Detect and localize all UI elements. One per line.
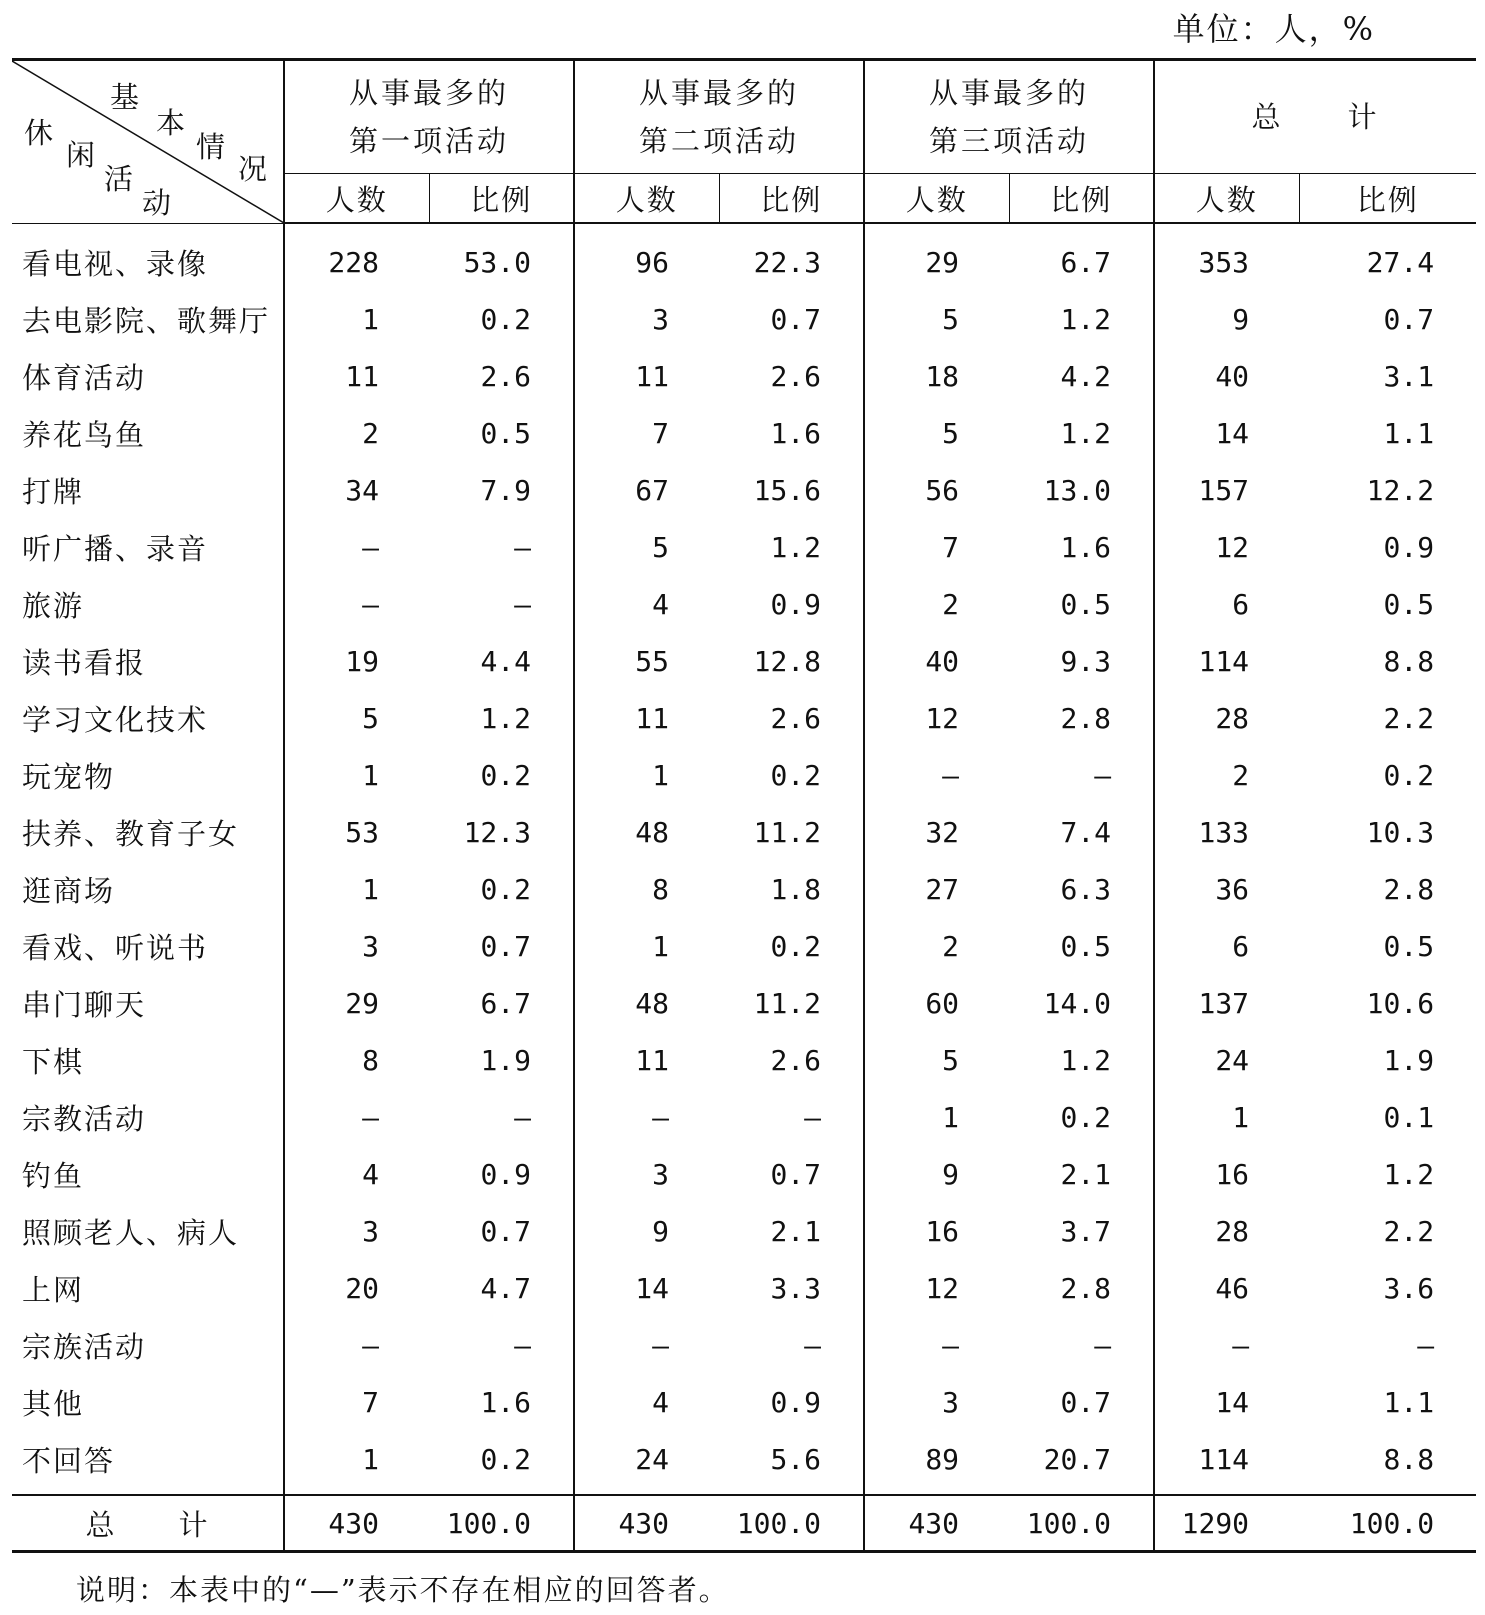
count-cell: 7 <box>284 1374 429 1431</box>
count-cell: 6 <box>1154 576 1299 633</box>
ratio-cell: 0.7 <box>770 303 822 336</box>
row-label: 看戏、听说书 <box>22 931 209 965</box>
count-cell: 27 <box>864 861 1009 918</box>
ratio-cell: — <box>514 1329 532 1362</box>
group-header-2 <box>574 60 864 174</box>
total-cell: 430 <box>284 1495 429 1552</box>
table-row <box>12 747 1476 804</box>
count-cell: 29 <box>284 975 429 1032</box>
count-cell: 28 <box>1154 1203 1299 1260</box>
row-label: 养花鸟鱼 <box>22 418 147 452</box>
count-cell: 133 <box>1154 804 1299 861</box>
ratio-cell: 0.7 <box>770 1158 822 1191</box>
table-row <box>12 405 1476 462</box>
ratio-cell: 7.9 <box>480 474 532 507</box>
count-cell: — <box>574 1317 719 1374</box>
table-row <box>12 1089 1476 1146</box>
ratio-cell: — <box>1417 1329 1435 1362</box>
ratio-cell: 0.9 <box>480 1158 532 1191</box>
group-header-3 <box>864 60 1154 174</box>
count-cell: 5 <box>574 519 719 576</box>
total-row <box>12 1495 1476 1552</box>
ratio-cell: 8.8 <box>1383 1443 1435 1476</box>
table-row <box>12 1260 1476 1317</box>
count-cell: 67 <box>574 462 719 519</box>
ratio-cell: 1.1 <box>1383 1386 1435 1419</box>
count-cell: 3 <box>284 1203 429 1260</box>
diagonal-top-char: 况 <box>238 152 268 186</box>
ratio-cell: 3.3 <box>770 1272 822 1305</box>
ratio-cell: 14.0 <box>1043 987 1112 1020</box>
count-cell: 16 <box>1154 1146 1299 1203</box>
ratio-cell: 12.8 <box>753 645 822 678</box>
subheader-count: 人数 <box>574 174 719 224</box>
row-label: 听广播、录音 <box>22 532 209 566</box>
ratio-cell: 1.2 <box>1060 417 1112 450</box>
ratio-cell: 0.2 <box>770 759 822 792</box>
count-cell: 3 <box>864 1374 1009 1431</box>
table-row <box>12 348 1476 405</box>
ratio-cell: 10.6 <box>1366 987 1435 1020</box>
subheader-ratio: 比例 <box>719 174 864 224</box>
table-row <box>12 1032 1476 1089</box>
ratio-cell: 1.6 <box>1060 531 1112 564</box>
subheader-count: 人数 <box>284 174 429 224</box>
row-label: 下棋 <box>22 1045 85 1079</box>
ratio-cell: 20.7 <box>1043 1443 1112 1476</box>
count-cell: 114 <box>1154 1431 1299 1495</box>
ratio-cell: 6.7 <box>480 987 532 1020</box>
diagonal-bottom-char: 动 <box>142 186 172 220</box>
ratio-cell: 10.3 <box>1366 816 1435 849</box>
row-label: 去电影院、歌舞厅 <box>22 304 271 338</box>
count-cell: 2 <box>864 576 1009 633</box>
count-cell: 55 <box>574 633 719 690</box>
count-cell: 48 <box>574 804 719 861</box>
table-header <box>12 60 1476 224</box>
count-cell: 8 <box>574 861 719 918</box>
count-cell: 1 <box>864 1089 1009 1146</box>
row-label: 读书看报 <box>22 646 147 680</box>
count-cell: 14 <box>574 1260 719 1317</box>
count-cell: 46 <box>1154 1260 1299 1317</box>
table-row <box>12 1146 1476 1203</box>
count-cell: 157 <box>1154 462 1299 519</box>
count-cell: 3 <box>574 291 719 348</box>
ratio-cell: 2.1 <box>770 1215 822 1248</box>
ratio-cell: 0.7 <box>1060 1386 1112 1419</box>
count-cell: 1 <box>1154 1089 1299 1146</box>
group-header-line: 从事最多的 <box>349 76 510 110</box>
ratio-cell: 3.7 <box>1060 1215 1112 1248</box>
ratio-cell: 1.2 <box>1060 1044 1112 1077</box>
count-cell: 1 <box>284 291 429 348</box>
count-cell: — <box>574 1089 719 1146</box>
ratio-cell: 2.8 <box>1060 702 1112 735</box>
total-cell: 1290 <box>1154 1495 1299 1552</box>
ratio-cell: 2.6 <box>480 360 532 393</box>
count-cell: — <box>284 576 429 633</box>
ratio-cell: 2.2 <box>1383 1215 1435 1248</box>
ratio-cell: — <box>514 1101 532 1134</box>
row-label: 照顾老人、病人 <box>22 1216 240 1250</box>
ratio-cell: 0.5 <box>1383 588 1435 621</box>
count-cell: 3 <box>574 1146 719 1203</box>
ratio-cell: 2.1 <box>1060 1158 1112 1191</box>
group-header-line: 从事最多的 <box>639 76 800 110</box>
count-cell: 32 <box>864 804 1009 861</box>
diagonal-bottom-char: 休 <box>24 116 54 150</box>
table-row <box>12 1317 1476 1374</box>
ratio-cell: — <box>1094 1329 1112 1362</box>
row-label: 宗族活动 <box>22 1330 147 1364</box>
table-row <box>12 576 1476 633</box>
ratio-cell: — <box>514 588 532 621</box>
ratio-cell: 6.3 <box>1060 873 1112 906</box>
diagonal-top-char: 情 <box>196 130 226 164</box>
ratio-cell: 15.6 <box>753 474 822 507</box>
count-cell: 137 <box>1154 975 1299 1032</box>
table-row <box>12 462 1476 519</box>
ratio-cell: 7.4 <box>1060 816 1112 849</box>
group-header-line: 第二项活动 <box>639 124 800 158</box>
diagonal-top-char: 基 <box>110 80 140 114</box>
count-cell: 96 <box>574 223 719 291</box>
count-cell: 1 <box>284 1431 429 1495</box>
count-cell: 4 <box>574 576 719 633</box>
count-cell: 53 <box>284 804 429 861</box>
ratio-cell: 0.9 <box>770 1386 822 1419</box>
row-label: 玩宠物 <box>22 760 116 794</box>
total-cell: 430 <box>574 1495 719 1552</box>
table-row <box>12 1203 1476 1260</box>
count-cell: 9 <box>864 1146 1009 1203</box>
count-cell: 20 <box>284 1260 429 1317</box>
ratio-cell: 0.5 <box>1060 930 1112 963</box>
count-cell: 12 <box>1154 519 1299 576</box>
ratio-cell: 2.6 <box>770 1044 822 1077</box>
row-label: 钓鱼 <box>22 1159 85 1193</box>
count-cell: 11 <box>284 348 429 405</box>
count-cell: 1 <box>574 747 719 804</box>
table-note: 说明：本表中的“—”表示不存在相应的回答者。 <box>76 1573 730 1607</box>
row-label: 体育活动 <box>22 361 147 395</box>
count-cell: 24 <box>574 1431 719 1495</box>
count-cell: 11 <box>574 348 719 405</box>
row-label: 学习文化技术 <box>22 703 209 737</box>
ratio-cell: 0.2 <box>770 930 822 963</box>
ratio-cell: 53.0 <box>463 246 532 279</box>
group-header-line: 第三项活动 <box>929 124 1090 158</box>
leisure-activity-table <box>12 58 1476 1553</box>
row-label: 看电视、录像 <box>22 246 209 281</box>
count-cell: 5 <box>864 1032 1009 1089</box>
ratio-cell: 13.0 <box>1043 474 1112 507</box>
ratio-cell: 1.6 <box>770 417 822 450</box>
count-cell: 9 <box>574 1203 719 1260</box>
ratio-cell: 2.2 <box>1383 702 1435 735</box>
count-cell: — <box>864 747 1009 804</box>
diagonal-header-cell <box>12 60 284 224</box>
ratio-cell: 0.5 <box>1383 930 1435 963</box>
count-cell: 19 <box>284 633 429 690</box>
row-label: 逛商场 <box>22 874 116 908</box>
ratio-cell: 1.1 <box>1383 417 1435 450</box>
ratio-cell: 0.1 <box>1383 1101 1435 1134</box>
ratio-cell: 12.3 <box>463 816 532 849</box>
count-cell: 1 <box>284 861 429 918</box>
subheader-ratio: 比例 <box>1009 174 1154 224</box>
table-row <box>12 1431 1476 1495</box>
ratio-cell: 2.8 <box>1060 1272 1112 1305</box>
table-row <box>12 223 1476 291</box>
count-cell: 2 <box>284 405 429 462</box>
count-cell: 8 <box>284 1032 429 1089</box>
count-cell: 7 <box>574 405 719 462</box>
table-row <box>12 291 1476 348</box>
ratio-cell: 1.2 <box>1383 1158 1435 1191</box>
subheader-ratio: 比例 <box>1299 174 1476 224</box>
ratio-cell: 1.2 <box>1060 303 1112 336</box>
ratio-cell: 5.6 <box>770 1443 822 1476</box>
group-header-line: 第一项活动 <box>349 124 510 158</box>
ratio-cell: 3.6 <box>1383 1272 1435 1305</box>
ratio-cell: 1.2 <box>770 531 822 564</box>
ratio-cell: 2.6 <box>770 360 822 393</box>
count-cell: 2 <box>864 918 1009 975</box>
ratio-cell: — <box>804 1101 822 1134</box>
ratio-cell: 4.4 <box>480 645 532 678</box>
ratio-cell: 1.9 <box>1383 1044 1435 1077</box>
table-row <box>12 804 1476 861</box>
count-cell: — <box>284 1317 429 1374</box>
ratio-cell: 2.6 <box>770 702 822 735</box>
table-footer <box>12 1495 1476 1552</box>
diagonal-bottom-char: 闲 <box>66 138 96 172</box>
count-cell: 114 <box>1154 633 1299 690</box>
ratio-cell: 4.2 <box>1060 360 1112 393</box>
count-cell: 11 <box>574 690 719 747</box>
ratio-cell: 0.9 <box>770 588 822 621</box>
ratio-cell: 0.5 <box>1060 588 1112 621</box>
table-row <box>12 633 1476 690</box>
count-cell: — <box>864 1317 1009 1374</box>
total-cell: 100.0 <box>429 1495 574 1552</box>
row-label: 串门聊天 <box>22 988 147 1022</box>
count-cell: 6 <box>1154 918 1299 975</box>
count-cell: 353 <box>1154 223 1299 291</box>
count-cell: 56 <box>864 462 1009 519</box>
count-cell: 228 <box>284 223 429 291</box>
count-cell: 89 <box>864 1431 1009 1495</box>
ratio-cell: 12.2 <box>1366 474 1435 507</box>
ratio-cell: — <box>514 531 532 564</box>
ratio-cell: 0.2 <box>1383 759 1435 792</box>
count-cell: — <box>284 519 429 576</box>
ratio-cell: 0.9 <box>1383 531 1435 564</box>
ratio-cell: 3.1 <box>1383 360 1435 393</box>
row-label: 旅游 <box>22 589 85 623</box>
row-label: 其他 <box>22 1387 85 1421</box>
subheader-count: 人数 <box>1154 174 1299 224</box>
count-cell: 12 <box>864 1260 1009 1317</box>
row-label: 不回答 <box>22 1444 116 1478</box>
count-cell: 40 <box>864 633 1009 690</box>
table-row <box>12 918 1476 975</box>
subheader-count: 人数 <box>864 174 1009 224</box>
count-cell: 5 <box>284 690 429 747</box>
count-cell: 28 <box>1154 690 1299 747</box>
count-cell: 5 <box>864 405 1009 462</box>
count-cell: 11 <box>574 1032 719 1089</box>
table-row <box>12 1374 1476 1431</box>
count-cell: 36 <box>1154 861 1299 918</box>
ratio-cell: 8.8 <box>1383 645 1435 678</box>
ratio-cell: 0.2 <box>480 1443 532 1476</box>
count-cell: 12 <box>864 690 1009 747</box>
ratio-cell: 0.2 <box>1060 1101 1112 1134</box>
count-cell: — <box>1154 1317 1299 1374</box>
ratio-cell: 27.4 <box>1366 246 1435 279</box>
count-cell: 14 <box>1154 1374 1299 1431</box>
ratio-cell: 1.8 <box>770 873 822 906</box>
ratio-cell: 0.7 <box>1383 303 1435 336</box>
ratio-cell: 0.2 <box>480 873 532 906</box>
unit-label: 单位：人，% <box>1172 10 1375 48</box>
diagonal-bottom-char: 活 <box>104 162 134 196</box>
ratio-cell: 11.2 <box>753 987 822 1020</box>
table-body <box>12 223 1476 1495</box>
count-cell: 5 <box>864 291 1009 348</box>
count-cell: 40 <box>1154 348 1299 405</box>
group-header-1 <box>284 60 574 174</box>
row-label: 上网 <box>22 1273 85 1307</box>
ratio-cell: 1.2 <box>480 702 532 735</box>
count-cell: 18 <box>864 348 1009 405</box>
ratio-cell: 4.7 <box>480 1272 532 1305</box>
ratio-cell: 1.9 <box>480 1044 532 1077</box>
count-cell: 16 <box>864 1203 1009 1260</box>
count-cell: 29 <box>864 223 1009 291</box>
ratio-cell: 22.3 <box>753 246 822 279</box>
ratio-cell: 0.7 <box>480 930 532 963</box>
table-row <box>12 519 1476 576</box>
count-cell: 14 <box>1154 405 1299 462</box>
diagonal-top-char: 本 <box>156 106 186 140</box>
row-label: 宗教活动 <box>22 1102 147 1136</box>
ratio-cell: — <box>1094 759 1112 792</box>
ratio-cell: — <box>804 1329 822 1362</box>
ratio-cell: 1.6 <box>480 1386 532 1419</box>
count-cell: — <box>284 1089 429 1146</box>
count-cell: 1 <box>574 918 719 975</box>
total-row-label: 总 计 <box>12 1495 284 1552</box>
count-cell: 1 <box>284 747 429 804</box>
count-cell: 48 <box>574 975 719 1032</box>
table-row <box>12 861 1476 918</box>
ratio-cell: 0.2 <box>480 759 532 792</box>
ratio-cell: 0.5 <box>480 417 532 450</box>
ratio-cell: 11.2 <box>753 816 822 849</box>
count-cell: 4 <box>574 1374 719 1431</box>
ratio-cell: 0.2 <box>480 303 532 336</box>
count-cell: 9 <box>1154 291 1299 348</box>
ratio-cell: 6.7 <box>1060 246 1112 279</box>
count-cell: 34 <box>284 462 429 519</box>
count-cell: 2 <box>1154 747 1299 804</box>
table-row <box>12 690 1476 747</box>
row-label: 扶养、教育子女 <box>22 817 240 851</box>
total-cell: 100.0 <box>1299 1495 1476 1552</box>
total-cell: 100.0 <box>1009 1495 1154 1552</box>
table-row <box>12 975 1476 1032</box>
ratio-cell: 9.3 <box>1060 645 1112 678</box>
row-label: 打牌 <box>22 475 85 509</box>
count-cell: 4 <box>284 1146 429 1203</box>
count-cell: 24 <box>1154 1032 1299 1089</box>
count-cell: 3 <box>284 918 429 975</box>
count-cell: 60 <box>864 975 1009 1032</box>
count-cell: 7 <box>864 519 1009 576</box>
total-cell: 430 <box>864 1495 1009 1552</box>
group-header-line: 总 计 <box>1251 100 1380 134</box>
ratio-cell: 0.7 <box>480 1215 532 1248</box>
total-cell: 100.0 <box>719 1495 864 1552</box>
subheader-ratio: 比例 <box>429 174 574 224</box>
group-header-line: 从事最多的 <box>929 76 1090 110</box>
group-header-total <box>1154 60 1476 174</box>
ratio-cell: 2.8 <box>1383 873 1435 906</box>
